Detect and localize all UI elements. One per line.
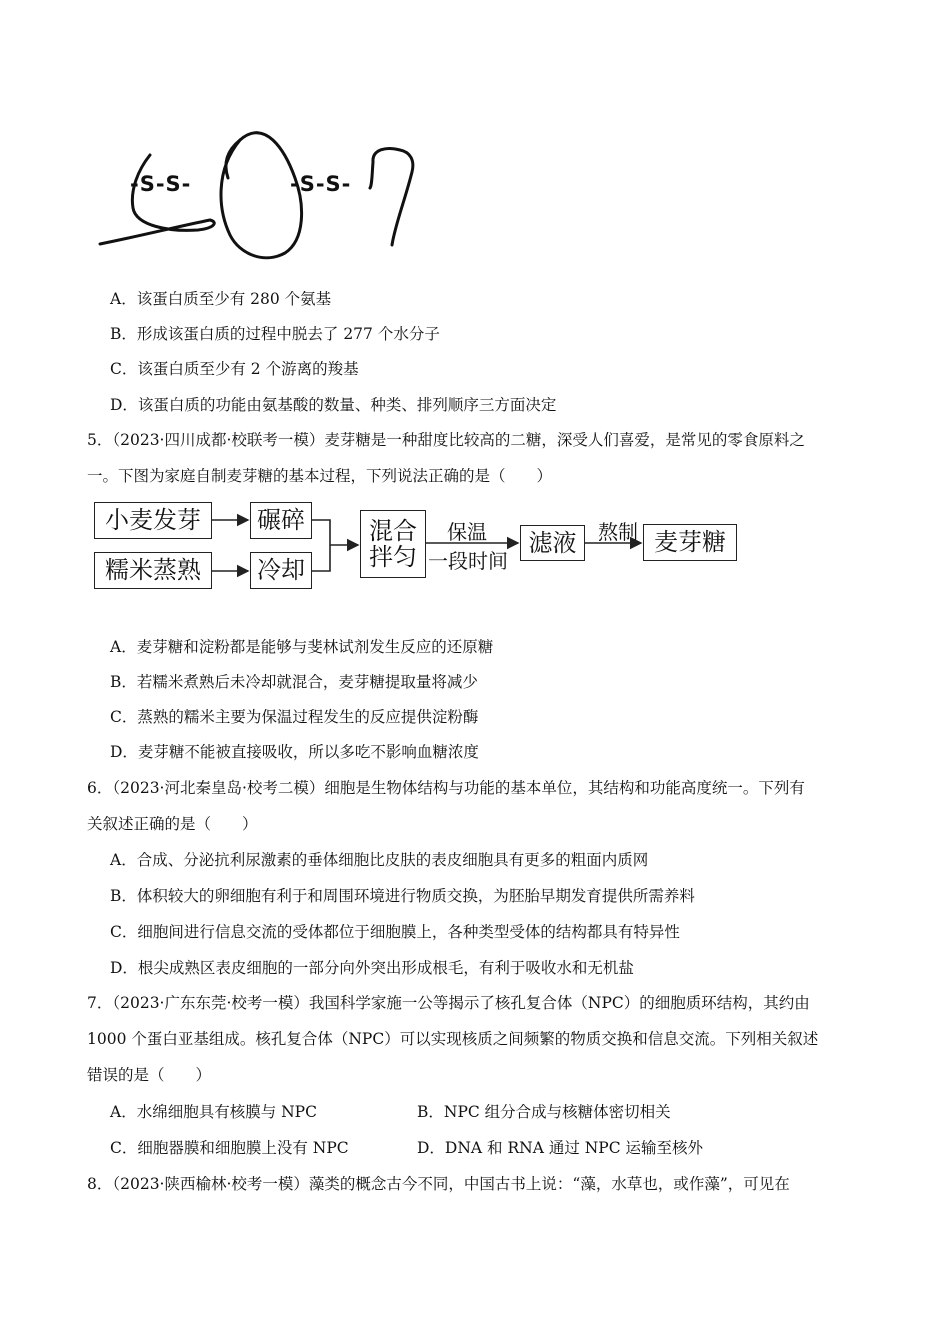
q6-option-c: C．细胞间进行信息交流的受体都位于细胞膜上，各种类型受体的结构都具有特异性	[110, 923, 680, 941]
q5-option-a: A．麦芽糖和淀粉都是能够与斐林试剂发生反应的还原糖	[110, 638, 494, 656]
q8-stem-line1: 8．（2023·陕西榆林·校考一模）藻类的概念古今不同，中国古书上说：“藻，水草也，或作藻”，可见在	[87, 1175, 790, 1193]
q5-stem-line2: 一。下图为家庭自制麦芽糖的基本过程，下列说法正确的是（ ）	[87, 467, 553, 485]
flow-label-duration: 一段时间	[428, 549, 508, 573]
q6-option-a: A．合成、分泌抗利尿激素的垂体细胞比皮肤的表皮细胞具有更多的粗面内质网	[110, 851, 649, 869]
flow-box-filtrate: 滤液	[520, 525, 585, 561]
flow-label-keep-warm: 保温	[447, 520, 487, 544]
flow-box-rice: 糯米蒸熟	[94, 552, 212, 589]
flow-mix-bottom: 拌匀	[369, 543, 417, 571]
flow-box-cool: 冷却	[250, 552, 312, 589]
q5-stem-line1: 5．（2023·四川成都·校联考一模）麦芽糖是一种甜度比较高的二糖，深受人们喜爱，是常见的零食原料之	[87, 431, 805, 449]
q4-option-b: B．形成该蛋白质的过程中脱去了 277 个水分子	[110, 325, 440, 343]
flow-label-boil: 熬制	[598, 520, 638, 544]
disulfide-bond-right: -S-S-	[290, 172, 352, 196]
q7-stem-line2: 1000 个蛋白亚基组成。核孔复合体（NPC）可以实现核质之间频繁的物质交换和信息交流。下列相关叙述	[87, 1030, 819, 1048]
q5-option-d: D．麦芽糖不能被直接吸收，所以多吃不影响血糖浓度	[110, 743, 479, 761]
q7-option-c: C．细胞器膜和细胞膜上没有 NPC	[110, 1139, 349, 1157]
q6-stem-line2: 关叙述正确的是（ ）	[87, 815, 258, 833]
q5-option-c: C．蒸熟的糯米主要为保温过程发生的反应提供淀粉酶	[110, 708, 479, 726]
disulfide-bond-left: -S-S-	[130, 172, 192, 196]
q5-option-b: B．若糯米煮熟后未冷却就混合，麦芽糖提取量将减少	[110, 673, 478, 691]
q4-option-c: C．该蛋白质至少有 2 个游离的羧基	[110, 360, 359, 378]
flow-box-crush: 碾碎	[250, 502, 312, 539]
q4-option-d: D．该蛋白质的功能由氨基酸的数量、种类、排列顺序三方面决定	[110, 396, 557, 414]
q7-stem-line1: 7．（2023·广东东莞·校考一模）我国科学家施一公等揭示了核孔复合体（NPC）的细胞质环结构，其约由	[87, 994, 810, 1012]
q7-option-d: D．DNA 和 RNA 通过 NPC 运输至核外	[417, 1139, 704, 1157]
q4-option-a: A．该蛋白质至少有 280 个氨基	[110, 290, 332, 308]
q7-option-a: A．水绵细胞具有核膜与 NPC	[110, 1103, 317, 1121]
flow-box-wheat: 小麦发芽	[94, 502, 212, 539]
q7-stem-line3: 错误的是（ ）	[87, 1066, 212, 1084]
flow-mix-top: 混合	[369, 516, 417, 545]
q6-option-b: B．体积较大的卵细胞有利于和周围环境进行物质交换，为胚胎早期发育提供所需养料	[110, 887, 695, 905]
q7-option-b: B．NPC 组分合成与核糖体密切相关	[417, 1103, 671, 1121]
q6-option-d: D．根尖成熟区表皮细胞的一部分向外突出形成根毛，有利于吸收水和无机盐	[110, 959, 634, 977]
flow-box-maltose: 麦芽糖	[643, 524, 737, 561]
q6-stem-line1: 6．（2023·河北秦皇岛·校考二模）细胞是生物体结构与功能的基本单位，其结构和功能高度统一。下列有	[87, 779, 805, 797]
